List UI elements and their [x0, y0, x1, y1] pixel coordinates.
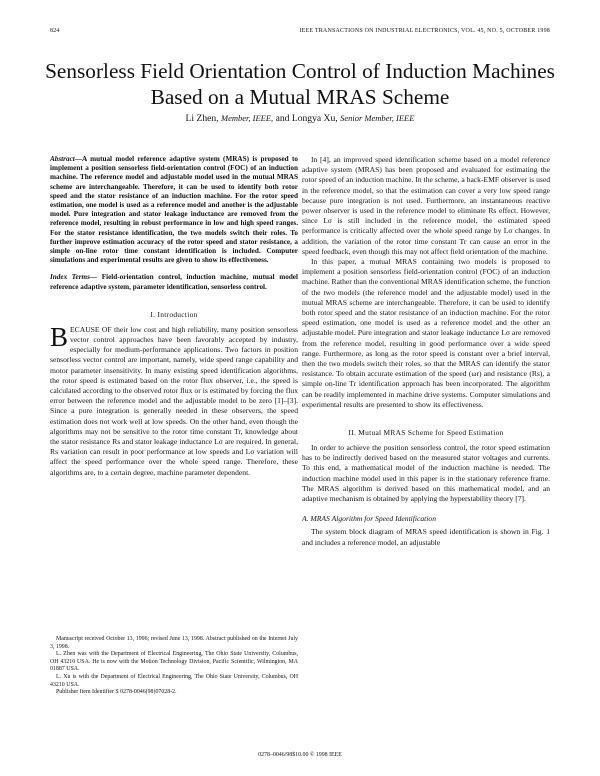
- abstract-text: A mutual model reference adaptive system (MRAS) is proposed to implement a position sensorless field-orientation control (FOC) of an induction machine. The reference model and adjustable model used in the mutual MRAS scheme are interchangeable. Therefore, it can be used to identify both rotor speed and the stator resistance of an induction machine. For the rotor speed estimation, one model is used as a reference model and another is the adjustable model. Pure integration and stator leakage inductance are removed from the reference model, resulting in robust performance in low and high speed ranges. For the stator resistance identification, the two models switch their roles. To further improve estimation accuracy of the rotor speed and stator resistance, a simple on-line rotor time constant identification is included. Computer simulations and experimental results are given to show its effectiveness.: [50, 155, 298, 265]
- index-terms-text: Field-orientation control, induction machine, mutual model reference adaptive system, parameter identification, sensorless control.: [50, 273, 298, 291]
- drop-cap: B: [50, 321, 69, 352]
- author-2-affiliation: Senior Member, IEEE: [340, 113, 415, 123]
- copyright-footer: 0278–0046/98$10.00 © 1998 IEEE: [258, 752, 342, 758]
- author-1-affiliation: Member, IEEE,: [221, 113, 274, 123]
- subsection-heading-mras-algorithm: A. MRAS Algorithm for Speed Identification: [302, 514, 436, 524]
- right-column: [302, 155, 550, 548]
- author-line: [40, 112, 560, 125]
- intro-paragraph-3: In this paper, a mutual MRAS containing two models is proposed to implement a position sensorless field-orientation control (FOC) of an induction machine. Rather than the conventional MRAS identification scheme, the function of the two models (the reference model and the adjustable model) used in the mutual MRAS scheme are interchangeable. Therefore, it can be used to identify both rotor speed and the stator resistance of an induction machine. For the rotor speed estimation, one model is used as a reference model and the other an adjustable model. Pure integration and stator leakage inductance Lσ are removed from the reference model, resulting in good performance over a wide speed range. Furthermore, as long as the rotor speed is constant over a brief interval, then the two models switch their roles, so that the MRAS can identify the stator resistance. To obtain accurate estimation of the speed (ωr) and resistance (Rs), a simple on-line Tr identification approach has been incorporated. The algorithm can be readily implemented in machine drive systems. Computer simulations and experimental results are presented to show its effectiveness.: [302, 257, 550, 409]
- footnote-publisher-id: Publisher Item Identifier S 0278-0046(98)07028-2.: [56, 689, 177, 696]
- intro-paragraph-1-text: ECAUSE OF their low cost and high reliability, many position sensorless vector control approaches have been favorably accepted by industry, especially for medium-performance applications. Two factors in position sensorless vector control are important, namely, wide speed range capability and motor parameter insensitivity. In many existing speed identification algorithms, the rotor speed is estimated based on the rotor flux observer, i.e., the speed is calculated according to the observed rotor flux or is estimated by forcing the flux error between the reference model and the adjustable model to be zero [1]–[3]. Since a pure integration is generally needed in these observers, the speed estimation does not work well at low speeds. On the other hand, even though the algorithms may not be sensitive to the rotor time constant Tr, knowledge about the stator resistance Rs and stator leakage inductance Lσ are required. In general, Rs variation can result in poor performance at low speeds and Lσ variation will affect the speed performance over the whole speed range. Therefore, these algorithms are, to a certain degree, machine parameter dependent.: [50, 324, 298, 477]
- footnote-manuscript: Manuscript received October 13, 1996; revised June 13, 1998. Abstract published on the Internet July 3, 1998.: [50, 636, 298, 650]
- running-header: IEEE TRANSACTIONS ON INDUSTRIAL ELECTRONICS, VOL. 45, NO. 5, OCTOBER 1998: [299, 28, 550, 34]
- section2-paragraph-1: In order to achieve the position sensorless control, the rotor speed estimation has to be indirectly derived based on the measured stator voltages and currents. To this end, a mathematical model of the induction machine is needed. The induction machine model used in this paper is in the stationary reference frame. The MRAS algorithm is derived based on this mathematical model, and an adaptive mechanism is obtained by applying the hyperstability theory [7].: [302, 443, 550, 504]
- left-column: [50, 155, 298, 478]
- footnote-author-1: L. Zhen was with the Department of Electrical Engineering, The Ohio State University, Columbus, OH 43210 USA. He is now with the Motion Technology Division, Pacific Scientific, Wilmington, MA 01887 USA.: [50, 651, 298, 673]
- footnote-author-2: L. Xu is with the Department of Electrical Engineering, The Ohio State University, Columbus, OH 43210 USA.: [50, 673, 298, 688]
- abstract: [50, 155, 298, 265]
- section-heading-mutual-mras: II. Mutual MRAS Scheme for Speed Estimation: [348, 428, 504, 438]
- intro-paragraph-2: In [4], an improved speed identification scheme based on a model reference adaptive system (MRAS) has been proposed and evaluated for estimating the rotor speed of an induction machine. In the scheme, a back-EMF observer is used in the reference model, so that the estimation can cover a very low speed range because pure integration is not used. Furthermore, an instantaneous reactive power observer is used in the reference model to eliminate Rs effect. However, since Lσ is still included in the reference model, the estimated speed performance is critically affected over the whole speed range by Lσ changes. In addition, the variation of the rotor time constant Tr can cause an error in the speed feedback, even though this may not affect field orientation of the machine.: [302, 155, 550, 256]
- author-1-name: Li Zhen,: [185, 113, 219, 124]
- footnotes: [50, 636, 298, 697]
- author-conjunction: and: [275, 113, 290, 124]
- subsection-paragraph-1: The system block diagram of MRAS speed identification is shown in Fig. 1 and includes a reference model, an adjustable: [302, 527, 550, 547]
- section-heading-introduction: I. Introduction: [150, 309, 198, 319]
- index-terms-label: Index Terms—: [50, 273, 98, 282]
- index-terms: [50, 273, 298, 291]
- intro-paragraph-1: [50, 321, 298, 478]
- paper-title: Sensorless Field Orientation Control of Induction Machines Based on a Mutual MRAS Scheme: [45, 59, 555, 109]
- page-number: 824: [50, 28, 60, 34]
- abstract-label: Abstract—: [50, 155, 82, 163]
- author-2-name: Longya Xu,: [291, 113, 338, 124]
